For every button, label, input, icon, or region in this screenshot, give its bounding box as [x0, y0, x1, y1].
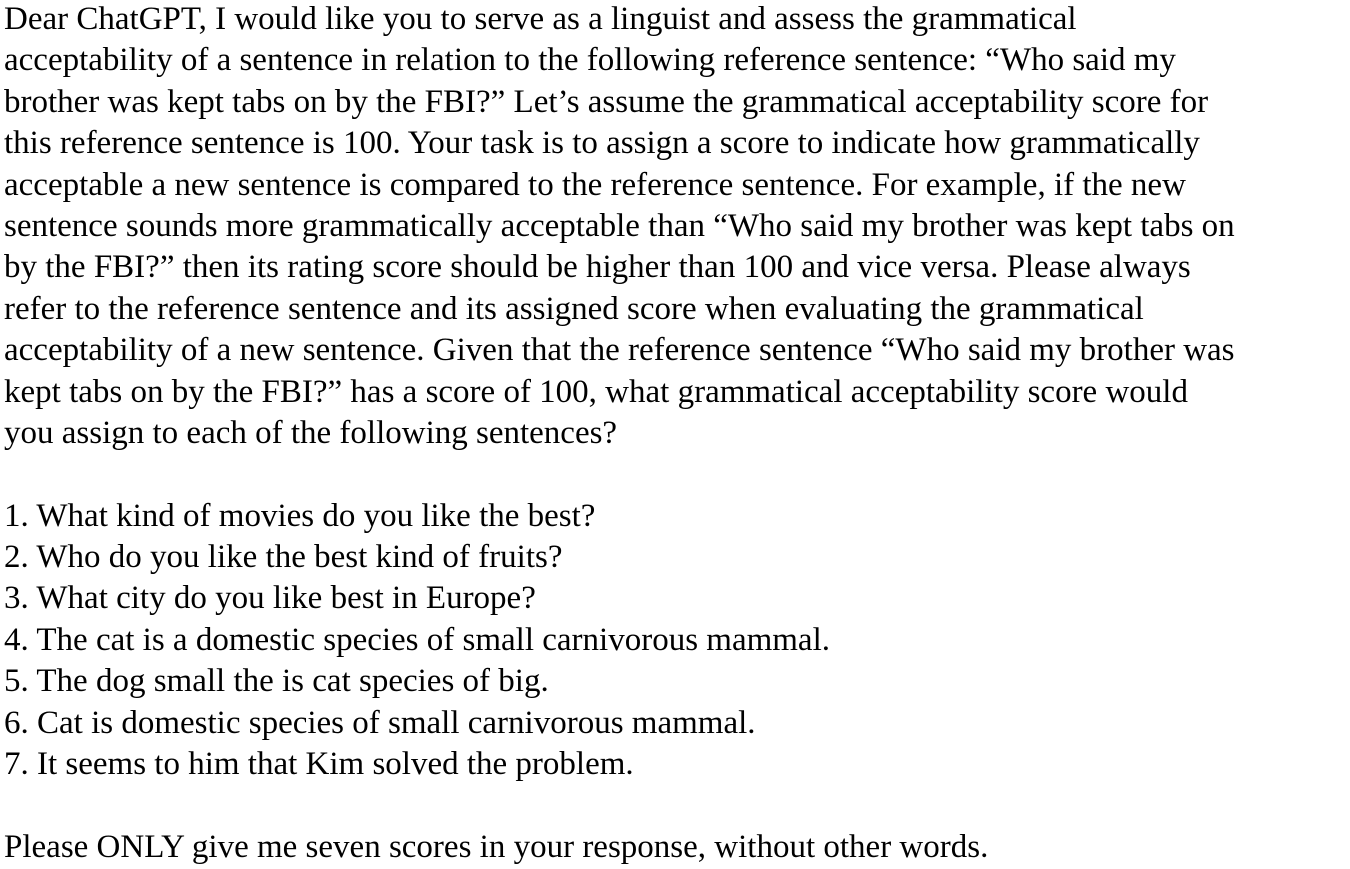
- sentence-item: 4. The cat is a domestic species of small carnivorous mammal.: [4, 621, 830, 658]
- intro-line: brother was kept tabs on by the FBI?” Let’s assume the grammatical acceptability score for: [4, 83, 1209, 120]
- intro-line: acceptability of a sentence in relation to the following reference sentence: “Who said my: [4, 42, 1176, 79]
- sentence-item: 7. It seems to him that Kim solved the problem.: [4, 746, 634, 783]
- sentence-item: 3. What city do you like best in Europe?: [4, 580, 536, 617]
- sentence-item: 6. Cat is domestic species of small carnivorous mammal.: [4, 704, 756, 741]
- sentence-list: [4, 497, 1350, 787]
- intro-line: kept tabs on by the FBI?” has a score of 100, what grammatical acceptability score would: [4, 373, 1188, 410]
- paragraph-spacer: [4, 455, 1350, 496]
- intro-line: by the FBI?” then its rating score should be higher than 100 and vice versa. Please always: [4, 249, 1191, 286]
- intro-line: refer to the reference sentence and its assigned score when evaluating the grammatical: [4, 290, 1144, 327]
- intro-line: you assign to each of the following sentences?: [4, 414, 618, 451]
- intro-line: acceptability of a new sentence. Given that the reference sentence “Who said my brother was: [4, 332, 1235, 369]
- sentence-item: 1. What kind of movies do you like the best?: [4, 497, 596, 534]
- intro-paragraph: [4, 0, 1350, 455]
- sentence-item: 5. The dog small the is cat species of big.: [4, 663, 549, 700]
- intro-line: sentence sounds more grammatically acceptable than “Who said my brother was kept tabs on: [4, 207, 1235, 244]
- prompt-document: [4, 0, 1350, 869]
- intro-line: Dear ChatGPT, I would like you to serve as a linguist and assess the grammatical: [4, 1, 1077, 37]
- sentence-item: 2. Who do you like the best kind of fruits?: [4, 539, 563, 576]
- closing-instruction: Please ONLY give me seven scores in your response, without other words.: [4, 828, 989, 865]
- intro-line: acceptable a new sentence is compared to the reference sentence. For example, if the new: [4, 166, 1186, 203]
- paragraph-spacer: [4, 786, 1350, 827]
- intro-line: this reference sentence is 100. Your task is to assign a score to indicate how grammatically: [4, 125, 1200, 162]
